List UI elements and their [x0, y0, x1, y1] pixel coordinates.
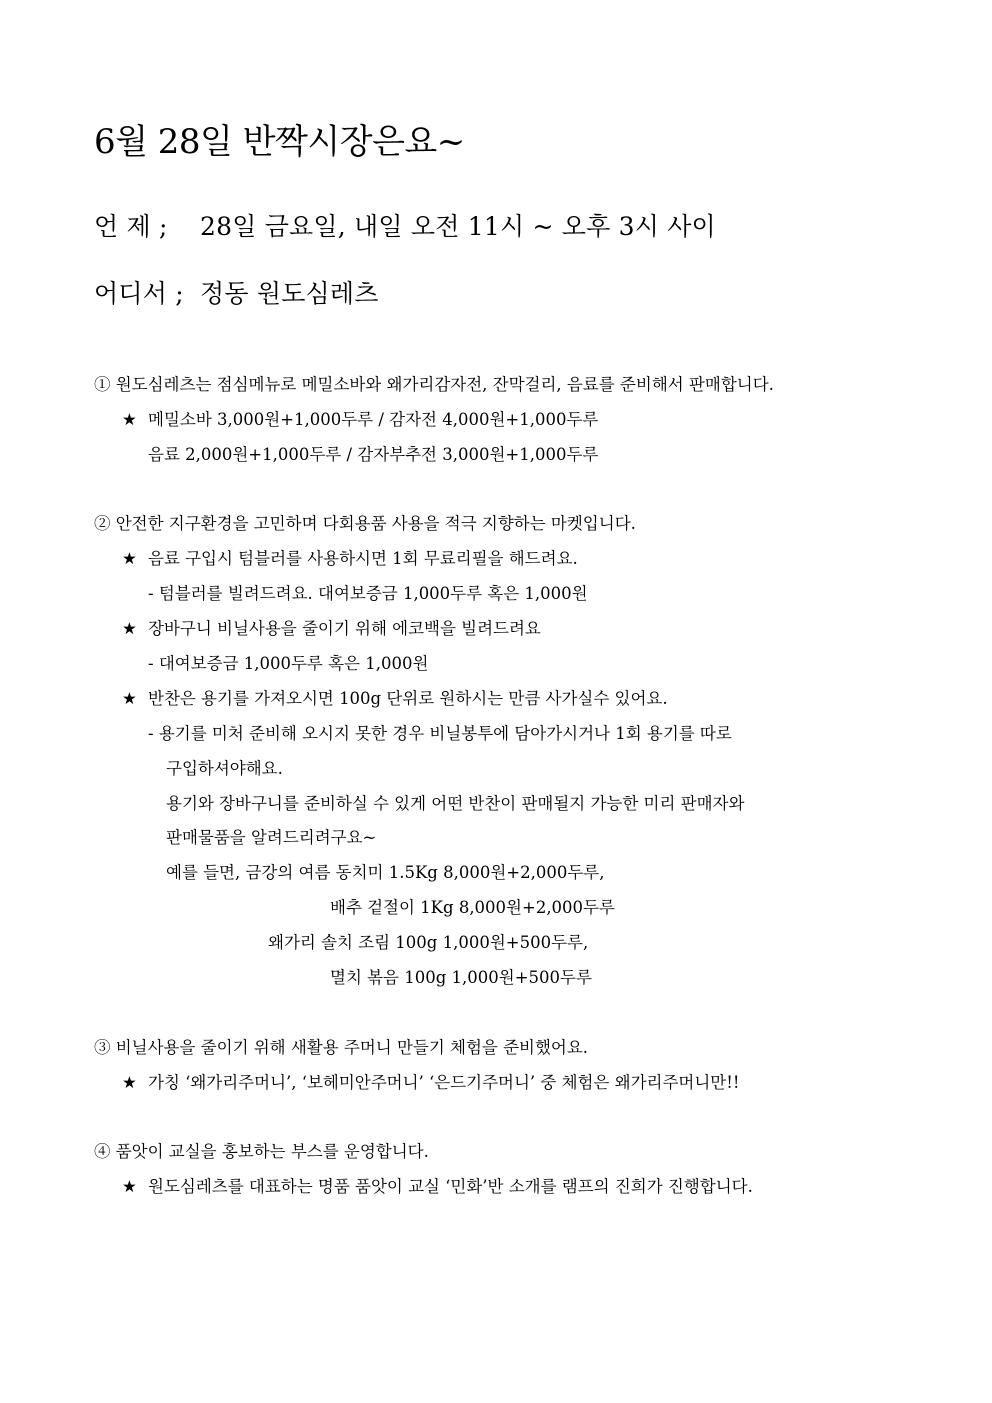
where-line: [94, 274, 379, 310]
when-label: 언 제 ;: [94, 212, 168, 241]
example-line-1: 예를 들면, 금강의 여름 동치미 1.5Kg 8,000원+2,000두루,: [166, 863, 605, 882]
page-title: 6월 28일 반짝시장은요~: [94, 122, 465, 162]
when-value: 28일 금요일, 내일 오전 11시 ~ 오후 3시 사이: [200, 212, 716, 241]
section-4-heading: ④ 품앗이 교실을 홍보하는 부스를 운영합니다.: [94, 1142, 429, 1161]
star-icon: ★: [122, 549, 137, 568]
bullet-text: 음료 구입시 텀블러를 사용하시면 1회 무료리필을 해드려요.: [148, 549, 578, 568]
bullet-text: 장바구니 비닐사용을 줄이기 위해 에코백을 빌려드려요: [148, 619, 541, 638]
bullet-text: 메밀소바 3,000원+1,000두루 / 감자전 4,000원+1,000두루: [148, 410, 599, 429]
section-1-heading: ① 원도심레츠는 점심메뉴로 메밀소바와 왜가리감자전, 잔막걸리, 음료를 준비해서 판매합니다.: [94, 375, 774, 394]
example-line-4: 멸치 볶음 100g 1,000원+500두루: [330, 968, 592, 987]
where-label: 어디서 ;: [94, 279, 184, 308]
example-line-2: 배추 겉절이 1Kg 8,000원+2,000두루: [330, 898, 615, 917]
section-2-bullet-1-detail: - 텀블러를 빌려드려요. 대여보증금 1,000두루 혹은 1,000원: [148, 584, 588, 603]
section-2-bullet-3: [122, 688, 668, 710]
when-line: [94, 207, 716, 243]
example-line-3: 왜가리 솔치 조림 100g 1,000원+500두루,: [268, 933, 589, 952]
section-2-bullet-2-detail: - 대여보증금 1,000두루 혹은 1,000원: [148, 654, 429, 673]
bullet-text: 원도심레츠를 대표하는 명품 품앗이 교실 ‘민화’반 소개를 램프의 진희가 진행합니다.: [148, 1177, 753, 1196]
star-icon: ★: [122, 689, 137, 708]
section-1-bullet-1: [122, 409, 598, 431]
section-3-heading: ③ 비닐사용을 줄이기 위해 새활용 주머니 만들기 체험을 준비했어요.: [94, 1038, 589, 1057]
section-2-bullet-3-detail-2: 구입하셔야해요.: [166, 759, 283, 778]
section-3-bullet-1: [122, 1072, 740, 1094]
star-icon: ★: [122, 619, 137, 638]
section-2-bullet-1: [122, 548, 578, 570]
where-value: 정동 원도심레츠: [200, 279, 379, 308]
section-2-heading: ② 안전한 지구환경을 고민하며 다회용품 사용을 적극 지향하는 마켓입니다.: [94, 514, 636, 533]
star-icon: ★: [122, 410, 137, 429]
section-2-bullet-2: [122, 618, 541, 640]
section-4-bullet-1: [122, 1176, 753, 1198]
bullet-text: 가칭 ‘왜가리주머니’, ‘보헤미안주머니’ ‘은드기주머니’ 중 체험은 왜가리주머니만!!: [148, 1073, 740, 1092]
bullet-text: 반찬은 용기를 가져오시면 100g 단위로 원하시는 만큼 사가실수 있어요.: [148, 689, 668, 708]
section-2-bullet-3-detail-3: 용기와 장바구니를 준비하실 수 있게 어떤 반찬이 판매될지 가능한 미리 판매자와: [166, 794, 745, 813]
star-icon: ★: [122, 1073, 137, 1092]
star-icon: ★: [122, 1177, 137, 1196]
section-1-bullet-1-cont: 음료 2,000원+1,000두루 / 감자부추전 3,000원+1,000두루: [148, 445, 599, 464]
section-2-bullet-3-detail-1: - 용기를 미처 준비해 오시지 못한 경우 비닐봉투에 담아가시거나 1회 용기를 따로: [148, 724, 732, 743]
section-2-bullet-3-detail-4: 판매물품을 알려드리려구요~: [166, 828, 377, 847]
